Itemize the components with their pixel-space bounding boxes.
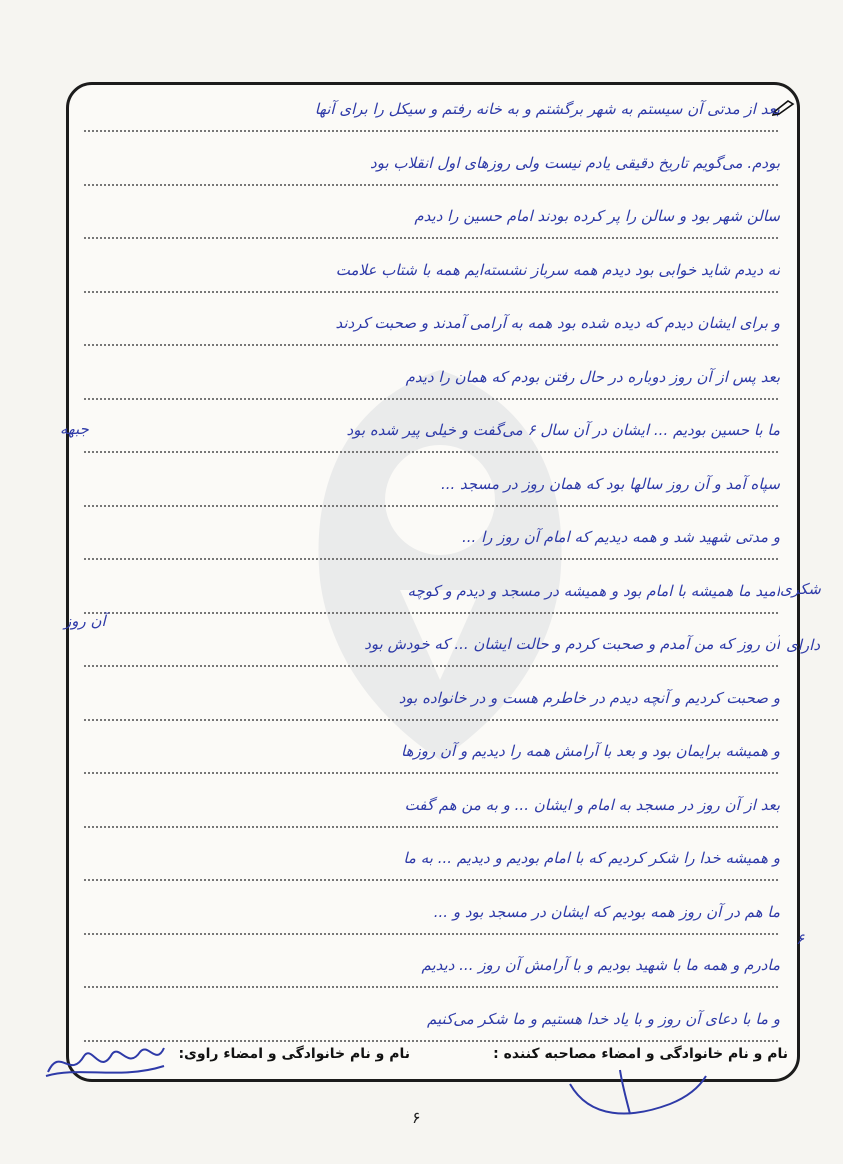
handwritten-line: امید ما همیشه با امام بود و همیشه در مسجد و دیدم و کوچه	[407, 582, 780, 600]
handwritten-line: و صحبت کردیم و آنچه دیدم در خاطرم هست و در خانواده بود	[398, 689, 780, 707]
handwritten-line: و همیشه برایمان بود و بعد با آرامش همه را دیدیم و آن روزها	[401, 742, 780, 760]
handwritten-line: و همیشه خدا را شکر کردیم که با امام بودیم و دیدیم ... به ما	[403, 849, 780, 867]
margin-note: آن روز	[64, 612, 106, 630]
narrator-signature-icon	[40, 1036, 170, 1084]
margin-note: جبهه	[60, 420, 89, 438]
handwritten-line: بعد از آن روز در مسجد به امام و ایشان ... و به من هم گفت	[404, 796, 780, 814]
handwritten-line: و برای ایشان دیدم که دیده شده بود همه به آرامی آمدند و صحبت کردند	[335, 314, 780, 332]
handwritten-line: ما هم در آن روز همه بودیم که ایشان در مسجد بود و ...	[433, 903, 780, 921]
handwritten-line: بودم. می‌گویم تاریخ دقیقی یادم نیست ولی روزهای اول انقلاب بود	[370, 154, 780, 172]
interviewer-label: نام و نام خانوادگی و امضاء مصاحبه کننده :	[493, 1046, 788, 1062]
page-number: ۶	[412, 1108, 421, 1127]
handwritten-line: ما با حسین بودیم ... ایشان در آن سال ۶ می‌گفت و خیلی پیر شده بود	[346, 421, 780, 439]
margin-note: دارای	[786, 636, 820, 654]
handwritten-line: بعد پس از آن روز دوباره در حال رفتن بودم که همان را دیدم	[405, 368, 780, 386]
handwritten-line: مادرم و همه ما با شهید بودیم و با آرامش آن روز ... دیدیم	[421, 956, 780, 974]
handwritten-line: بعد از مدتی آن سیستم به شهر برگشتم و به خانه رفتم و سیکل را برای آنها	[314, 100, 780, 118]
handwritten-line: و مدتی شهید شد و همه دیدیم که امام آن روز را ...	[462, 528, 780, 546]
handwritten-line: سپاه آمد و آن روز سالها بود که همان روز در مسجد ...	[440, 475, 780, 493]
margin-note: شکری	[780, 580, 821, 598]
handwritten-line: آن روز که من آمدم و صحبت کردم و حالت ایشان ... که خودش بود	[364, 635, 780, 653]
handwritten-line: نه دیدم شاید خوابی بود دیدم همه سرباز نشسته‌ایم همه با شتاب علامت	[335, 261, 780, 279]
handwritten-line: سالن شهر بود و سالن را پر کرده بودند امام حسین را دیدم	[414, 207, 780, 225]
handwritten-line: و ما با دعای آن روز و با یاد خدا هستیم و ما شکر می‌کنیم	[427, 1010, 780, 1028]
narrator-label: نام و نام خانوادگی و امضاء راوی:	[178, 1046, 410, 1062]
margin-note: ۶	[796, 930, 805, 948]
interviewer-signature-icon	[560, 1064, 710, 1124]
